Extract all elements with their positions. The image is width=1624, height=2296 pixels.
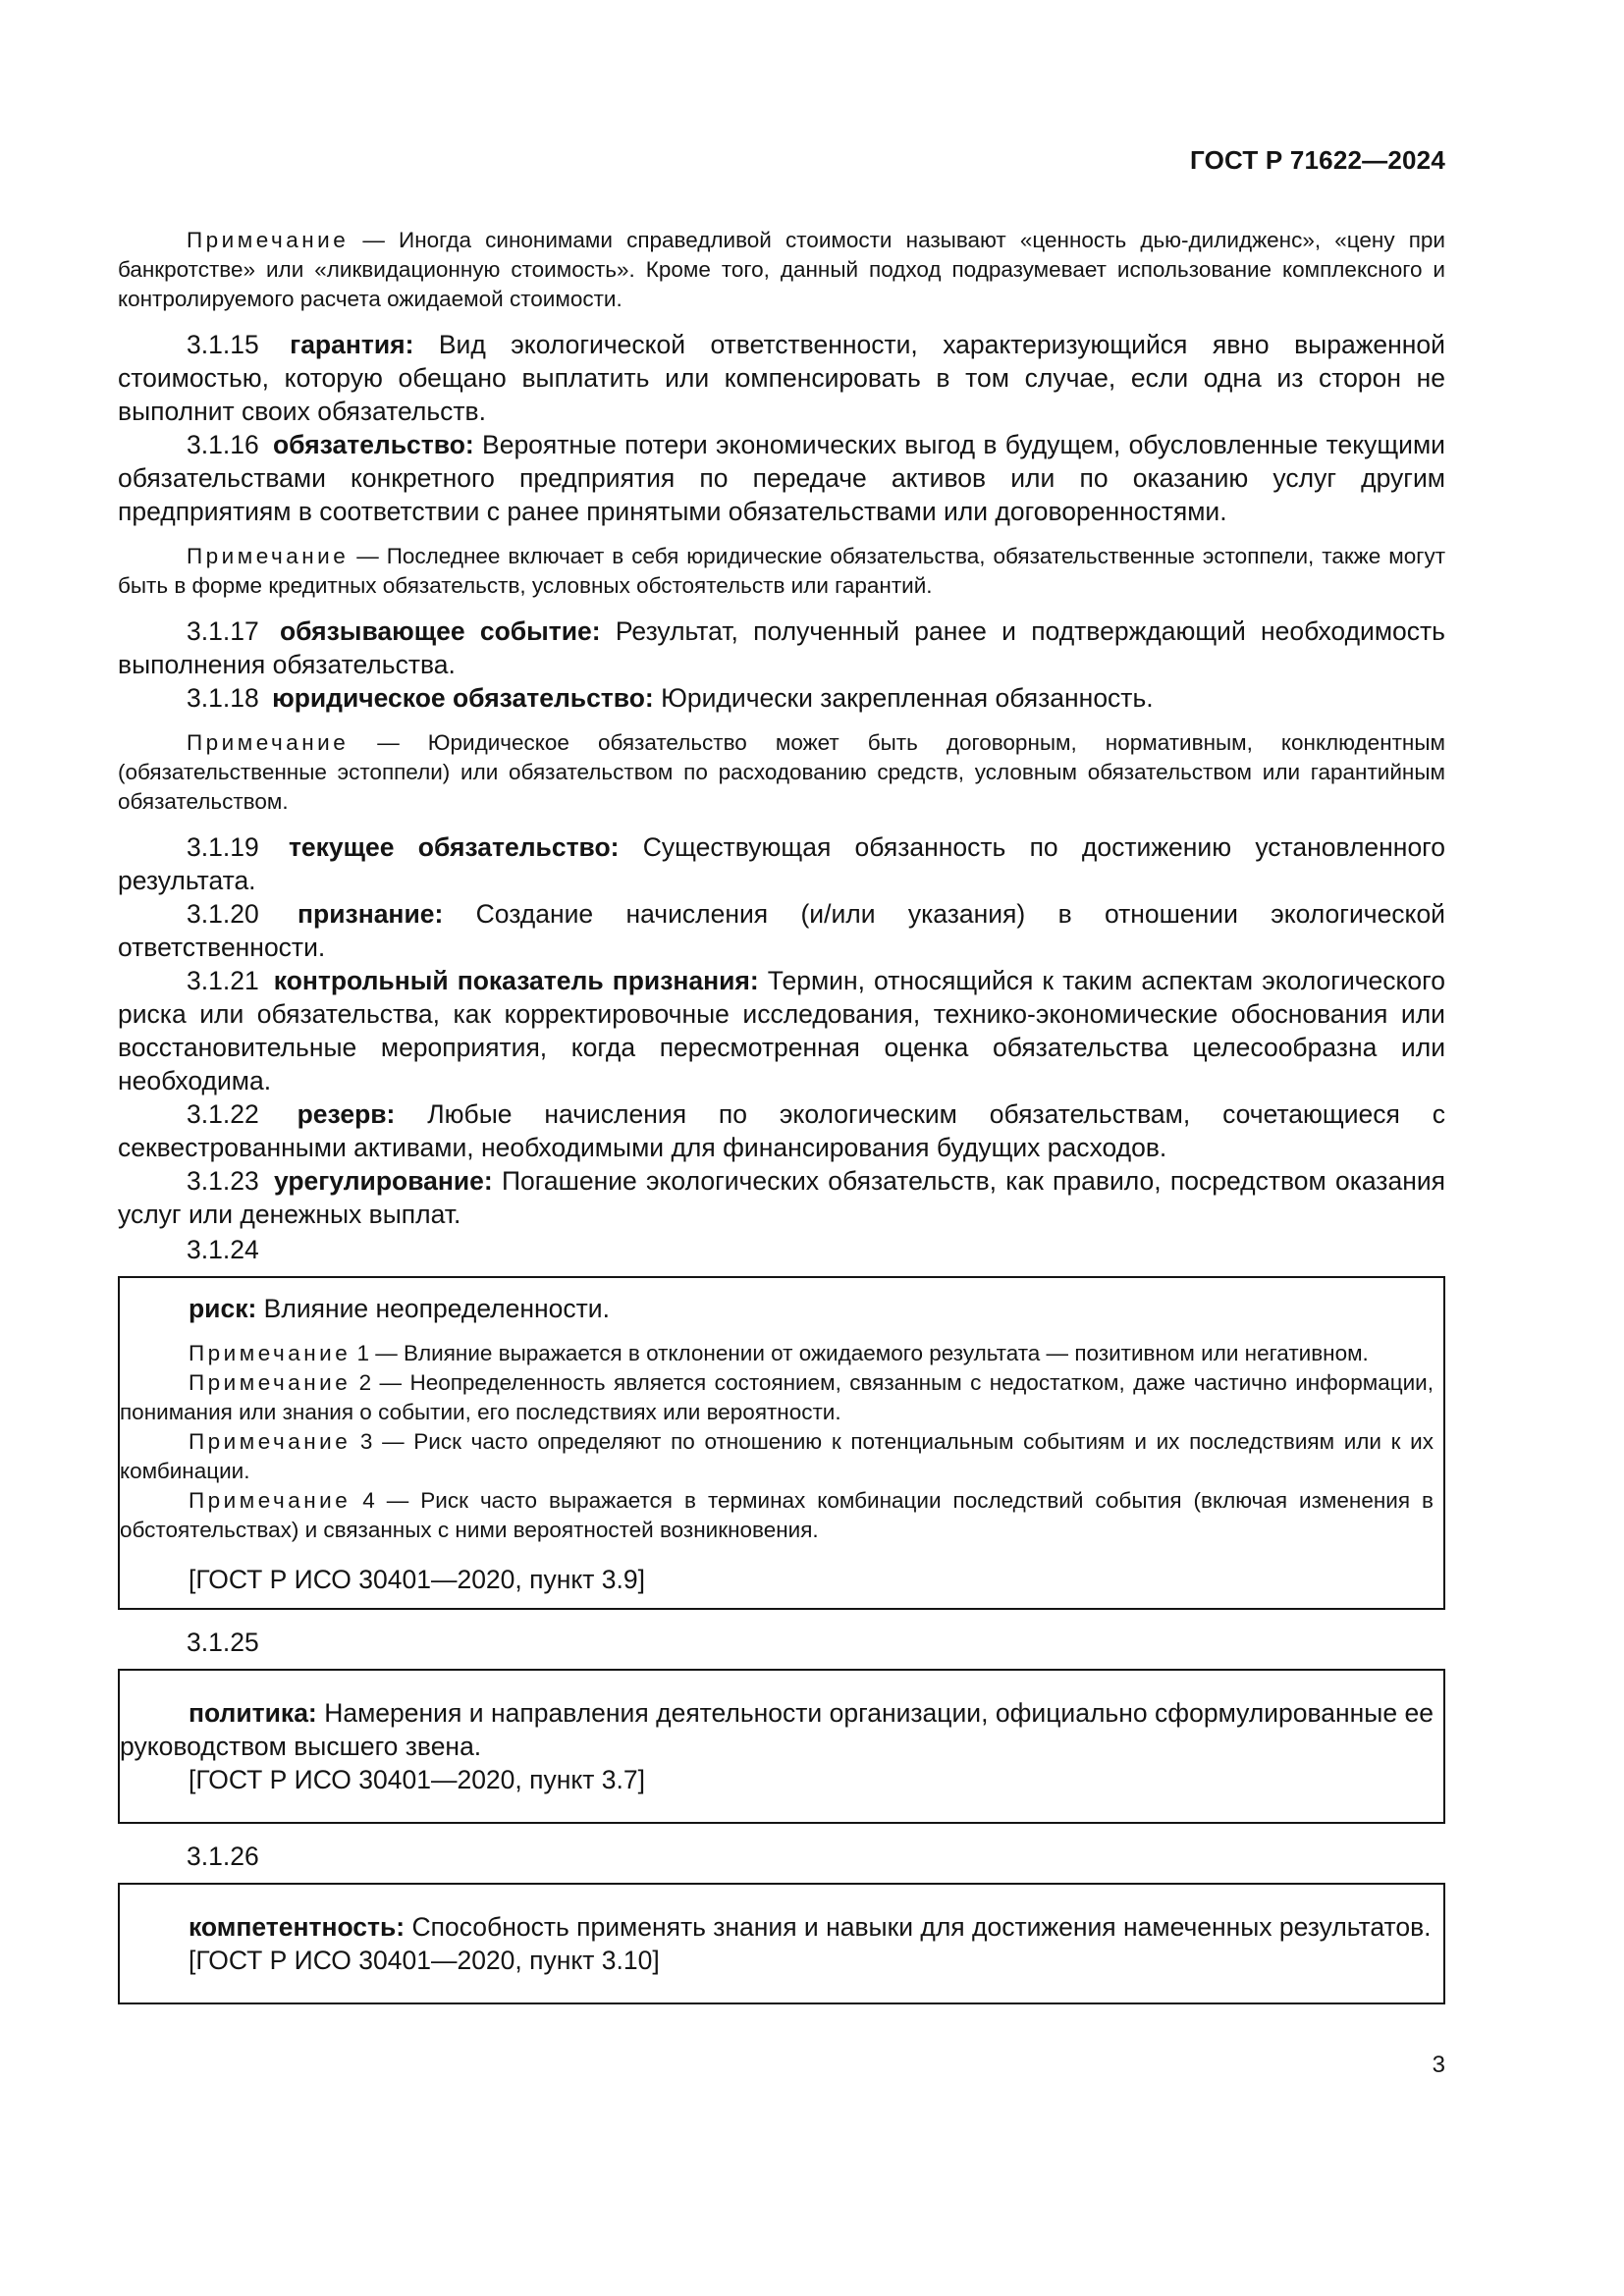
term-number: 3.1.18 bbox=[187, 683, 259, 713]
term-definition: Любые начисления по экологическим обязательствам, сочетающиеся с секвестрованными активами, необходимыми для финансирования будущих расходов. bbox=[118, 1099, 1445, 1162]
term-definition: Вид экологической ответственности, характеризующийся явно выраженной стоимостью, которую обещано выплатить или компенсировать в том случае, если одна из сторон не выполнит своих обязательств. bbox=[118, 330, 1445, 426]
note-number: 2 bbox=[358, 1370, 372, 1395]
term-number: 3.1.21 bbox=[187, 966, 259, 995]
note-price bbox=[118, 226, 1445, 314]
term-definition-line bbox=[120, 1910, 1434, 1944]
note-text: — Юридическое обязательство может быть договорным, нормативным, конклюдентным (обязательственные эстоппели) или обязательством по расходованию средств, условным обязательством или гарантийным обязательством. bbox=[118, 730, 1445, 814]
note-4 bbox=[120, 1486, 1434, 1545]
note-text: — Иногда синонимами справедливой стоимости называют «ценность дью-дилидженс», «цену при банкротстве» или «ликвидационную стоимость». Кроме того, данный подход подразумевает использование комплексного и контролируемого расчета ожидаемой стоимости. bbox=[118, 228, 1445, 311]
term-number-3-1-26: 3.1.26 bbox=[187, 1842, 259, 1871]
term-name: обязывающее событие: bbox=[279, 616, 601, 646]
term-name: гарантия: bbox=[290, 330, 414, 359]
term-name: контрольный показатель признания: bbox=[273, 966, 759, 995]
term-3-1-17 bbox=[118, 614, 1445, 681]
note-text: — Риск часто выражается в терминах комбинации последствий события (включая изменения в обстоятельствах) и связанных с ними вероятностей возникновения. bbox=[120, 1488, 1434, 1542]
term-definition: Существующая обязанность по достижению установленного результата. bbox=[118, 832, 1446, 895]
term-number: 3.1.15 bbox=[187, 330, 259, 359]
term-definition: Результат, полученный ранее и подтверждающий необходимость выполнения обязательства. bbox=[118, 616, 1445, 679]
term-definition: Погашение экологических обязательств, как правило, посредством оказания услуг или денежных выплат. bbox=[118, 1166, 1445, 1229]
page-number: 3 bbox=[1432, 2052, 1445, 2078]
source-reference: [ГОСТ Р ИСО 30401—2020, пункт 3.7] bbox=[189, 1765, 645, 1794]
term-3-1-23 bbox=[118, 1164, 1445, 1231]
term-number: 3.1.16 bbox=[187, 430, 259, 459]
note-1 bbox=[120, 1339, 1434, 1368]
source-reference: [ГОСТ Р ИСО 30401—2020, пункт 3.10] bbox=[189, 1946, 660, 1975]
term-definition: Термин, относящийся к таким аспектам экологического риска или обязательства, как корректировочные исследования, технико-экономические обоснования или восстановительные мероприятия, когда пересмотренная оценка обязательства целесообразна или необходима. bbox=[118, 966, 1445, 1095]
note-number: 4 bbox=[362, 1488, 375, 1513]
term-name: текущее обязательство: bbox=[288, 832, 620, 862]
term-definition-line bbox=[120, 1696, 1434, 1763]
note-label: Примечание bbox=[189, 1370, 352, 1395]
note-label: Примечание bbox=[187, 544, 350, 568]
note-label: Примечание bbox=[187, 228, 350, 252]
term-number: 3.1.22 bbox=[187, 1099, 259, 1129]
note-text: — Влияние выражается в отклонении от ожидаемого результата — позитивном или негативном. bbox=[369, 1341, 1369, 1365]
term-number-3-1-24: 3.1.24 bbox=[187, 1235, 259, 1264]
term-name: риск: bbox=[189, 1294, 257, 1323]
note-number: 3 bbox=[359, 1429, 373, 1454]
term-3-1-22 bbox=[118, 1097, 1445, 1164]
term-name: компетентность: bbox=[189, 1912, 406, 1942]
term-number: 3.1.20 bbox=[187, 899, 259, 929]
term-name: резерв: bbox=[297, 1099, 396, 1129]
term-definition: Намерения и направления деятельности организации, официально сформулированные ее руководством высшего звена. bbox=[120, 1698, 1434, 1761]
note-number: 1 bbox=[356, 1341, 370, 1365]
term-3-1-19 bbox=[118, 830, 1445, 897]
term-number: 3.1.23 bbox=[187, 1166, 259, 1196]
term-3-1-15 bbox=[118, 328, 1445, 428]
term-definition: Способность применять знания и навыки для достижения намеченных результатов. bbox=[405, 1912, 1432, 1942]
term-definition: Создание начисления (и/или указания) в отношении экологической ответственности. bbox=[118, 899, 1445, 962]
note-label: Примечание bbox=[187, 730, 350, 755]
term-number-3-1-25: 3.1.25 bbox=[187, 1628, 259, 1657]
term-3-1-16 bbox=[118, 428, 1445, 528]
term-box-risk bbox=[118, 1276, 1445, 1610]
term-definition: Вероятные потери экономических выгод в будущем, обусловленные текущими обязательствами конкретного предприятия по передаче активов или по оказанию услуг другим предприятиям в соответствии с ранее принятыми обязательствами или договоренностями. bbox=[118, 430, 1445, 526]
note-label: Примечание bbox=[189, 1341, 352, 1365]
document-header: ГОСТ Р 71622—2024 bbox=[1190, 145, 1445, 175]
term-name: политика: bbox=[189, 1698, 317, 1728]
term-name: урегулирование: bbox=[273, 1166, 493, 1196]
term-definition: Влияние неопределенности. bbox=[256, 1294, 610, 1323]
note-text: — Последнее включает в себя юридические обязательства, обязательственные эстоппели, также могут быть в форме кредитных обязательств, условных обстоятельств или гарантий. bbox=[118, 544, 1445, 598]
source-reference: [ГОСТ Р ИСО 30401—2020, пункт 3.9] bbox=[189, 1565, 645, 1594]
term-3-1-20 bbox=[118, 897, 1445, 964]
term-number: 3.1.17 bbox=[187, 616, 259, 646]
term-3-1-21 bbox=[118, 964, 1445, 1097]
term-name: юридическое обязательство: bbox=[272, 683, 654, 713]
note-2 bbox=[120, 1368, 1434, 1427]
note-text: — Неопределенность является состоянием, связанным с недостатком, даже частично информации, понимания или знания о событии, его последствиях или вероятности. bbox=[120, 1370, 1434, 1424]
term-number: 3.1.19 bbox=[187, 832, 259, 862]
note-text: — Риск часто определяют по отношению к потенциальным событиям и их последствиям или к их комбинации. bbox=[120, 1429, 1434, 1483]
document-body bbox=[118, 222, 1445, 2020]
term-name: признание: bbox=[298, 899, 444, 929]
note-legal-obligation bbox=[118, 728, 1445, 817]
term-definition-line bbox=[120, 1292, 1434, 1325]
term-box-policy bbox=[118, 1669, 1445, 1824]
term-box-competence bbox=[118, 1883, 1445, 2004]
note-3 bbox=[120, 1427, 1434, 1486]
note-label: Примечание bbox=[189, 1488, 352, 1513]
note-label: Примечание bbox=[189, 1429, 352, 1454]
term-name: обязательство: bbox=[272, 430, 474, 459]
term-3-1-18 bbox=[118, 681, 1445, 715]
note-obligation bbox=[118, 542, 1445, 601]
term-definition: Юридически закрепленная обязанность. bbox=[653, 683, 1154, 713]
